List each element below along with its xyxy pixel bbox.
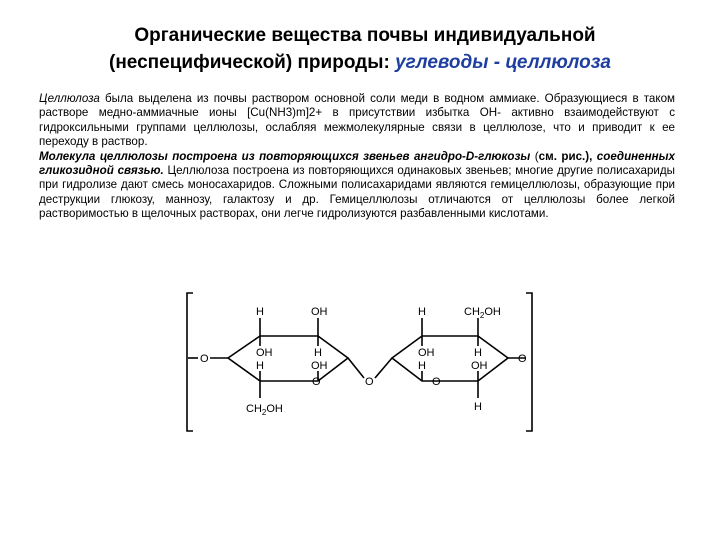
paragraph-2-bond: соединенных гликозидной связью. bbox=[39, 149, 675, 178]
term-cellulose: Целлюлоза bbox=[39, 92, 100, 105]
label-h: H bbox=[418, 360, 426, 372]
label-o: O bbox=[432, 376, 441, 388]
paragraph-2 bbox=[39, 150, 675, 222]
title-line-1: Органические вещества почвы индивидуальной bbox=[134, 25, 596, 46]
ring-right bbox=[392, 336, 508, 381]
label-o-bridge: O bbox=[365, 376, 374, 388]
paragraph-2-ref-open: ( bbox=[530, 149, 539, 163]
label-h: H bbox=[418, 306, 426, 318]
body-text bbox=[39, 92, 675, 222]
label-h: H bbox=[474, 347, 482, 359]
label-ch2oh: $CH_2OH$ bbox=[464, 306, 501, 320]
label-ch2oh: $CH_2OH$ bbox=[246, 403, 283, 417]
title-line-2 bbox=[0, 49, 720, 76]
label-o: O bbox=[312, 376, 321, 388]
label-oh: OH bbox=[311, 360, 328, 372]
ring-left bbox=[228, 336, 348, 381]
paragraph-2-lead: Молекула целлюлозы построена из повторяющихся звеньев ангидро-D-глюкозы bbox=[39, 149, 531, 163]
label-o: O bbox=[200, 353, 209, 365]
bracket-left bbox=[187, 293, 193, 431]
paragraph-2-figure-ref: см. рис.), bbox=[538, 149, 593, 163]
label-h: H bbox=[256, 360, 264, 372]
paragraph-1-text: была выделена из почвы раствором основной соли меди в водном аммиаке. Образующиеся в таком растворе медно-аммиачные ионы [Cu(NH3)m]2+ в присутствии избытка ОН- активно взаимодействуют с гидроксильными группами целлюлозы, ослабляя межмолекулярные связи в целлюлозе, что и приводит к ее переходу в раствор. bbox=[39, 92, 675, 149]
title-accent: углеводы - целлюлоза bbox=[395, 52, 611, 73]
label-oh: OH bbox=[256, 347, 273, 359]
cellulose-structure-diagram bbox=[180, 288, 540, 438]
paragraph-1 bbox=[39, 92, 675, 150]
label-oh: OH bbox=[311, 306, 328, 318]
label-h: H bbox=[314, 347, 322, 359]
label-o: O bbox=[518, 353, 527, 365]
paragraph-2-text: Целлюлоза построена из повторяющихся одинаковых звеньев; многие другие полисахариды при гидролизе дают смесь моносахаридов. Сложными полисахаридами являются гемицеллюлозы, образующие при деструкции глюкозу, маннозу, галактозу и др. Гемицеллюлозы отличаются от целлюлозы более легкой растворимостью в щелочных растворах, они легче гидролизуются разбавленными кислотами. bbox=[39, 164, 675, 221]
label-h: H bbox=[474, 401, 482, 413]
label-oh: OH bbox=[418, 347, 435, 359]
label-h: H bbox=[256, 306, 264, 318]
slide-title bbox=[0, 22, 720, 76]
label-oh: OH bbox=[471, 360, 488, 372]
bracket-right bbox=[526, 293, 532, 431]
title-line-2-text: (неспецифической) природы: bbox=[109, 52, 396, 73]
